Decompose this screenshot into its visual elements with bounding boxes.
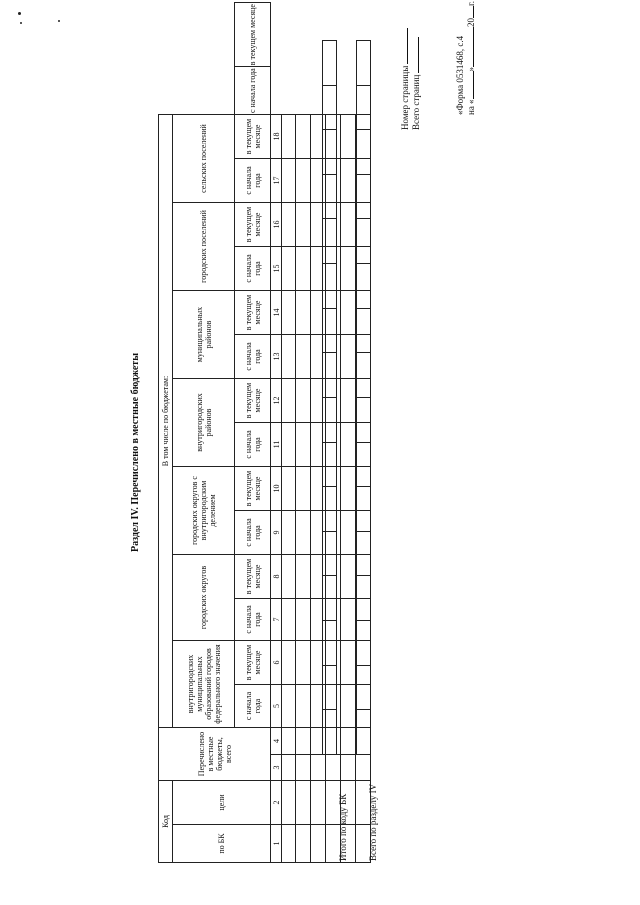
total-cell[interactable] — [357, 130, 371, 175]
v-tekushchem-header: в текущем месяце — [235, 115, 271, 159]
form-reference — [455, 1, 477, 115]
table-cell[interactable] — [282, 511, 296, 555]
total-cell[interactable] — [323, 710, 337, 755]
table-cell[interactable] — [282, 781, 296, 825]
table-cell[interactable] — [282, 159, 296, 203]
column-number: 1 — [271, 825, 282, 863]
table-cell[interactable] — [282, 641, 296, 685]
table-cell[interactable] — [341, 291, 356, 335]
table-cell[interactable] — [311, 755, 326, 781]
table-cell[interactable] — [341, 728, 356, 755]
v-tom-chisle-header: В том числе по бюджетам: — [159, 115, 173, 728]
s-nachala-header: с начала года — [235, 159, 271, 203]
column-number: 18 — [271, 115, 282, 159]
table-cell[interactable] — [282, 728, 296, 755]
column-number: 2 — [271, 781, 282, 825]
v-tekushchem-header: в текущем месяце — [235, 467, 271, 511]
column-number: 5 — [271, 685, 282, 728]
table-cell[interactable] — [296, 825, 311, 863]
table-cell[interactable] — [296, 599, 311, 641]
total-cell[interactable] — [357, 442, 371, 487]
column-number: 13 — [271, 335, 282, 379]
v-tekushchem-header: в текущем месяце — [235, 641, 271, 685]
total-cell[interactable] — [357, 85, 371, 130]
total-cell[interactable] — [357, 41, 371, 86]
s-nachala-header: с начала года — [235, 599, 271, 641]
column-number: 16 — [271, 203, 282, 247]
budget-table — [158, 2, 371, 863]
column-number: 6 — [271, 641, 282, 685]
total-cell[interactable] — [323, 219, 337, 264]
column-number: 9 — [271, 511, 282, 555]
table-cell[interactable] — [341, 685, 356, 728]
total-cell[interactable] — [323, 41, 337, 86]
column-number: 12 — [271, 379, 282, 423]
page-number-label: Номер страницы — [400, 28, 411, 130]
table-cell[interactable] — [311, 781, 326, 825]
group-header: городских поселений — [173, 203, 235, 291]
vsego-row — [356, 40, 371, 755]
table-cell[interactable] — [311, 825, 326, 863]
column-number: 15 — [271, 247, 282, 291]
total-cell[interactable] — [357, 174, 371, 219]
total-cell[interactable] — [323, 398, 337, 443]
table-row — [296, 3, 311, 863]
table-cell[interactable] — [296, 423, 311, 467]
table-cell[interactable] — [282, 423, 296, 467]
table-cell[interactable] — [296, 115, 311, 159]
total-cell[interactable] — [357, 398, 371, 443]
form-date-line: на «»20г. — [466, 1, 476, 115]
total-cell[interactable] — [323, 174, 337, 219]
v-tekushchem-header: в текущем месяце — [235, 3, 271, 67]
table-cell[interactable] — [296, 203, 311, 247]
group-header: сельских поселений — [173, 115, 235, 203]
s-nachala-header: с начала года — [235, 511, 271, 555]
total-cell[interactable] — [323, 85, 337, 130]
table-cell[interactable] — [282, 291, 296, 335]
table-cell[interactable] — [282, 825, 296, 863]
table-cell[interactable] — [341, 423, 356, 467]
total-cell[interactable] — [323, 264, 337, 309]
table-cell[interactable] — [341, 379, 356, 423]
table-cell[interactable] — [341, 555, 356, 599]
total-cell[interactable] — [357, 487, 371, 532]
total-cell[interactable] — [323, 442, 337, 487]
v-tekushchem-header: в текущем месяце — [235, 203, 271, 247]
table-cell[interactable] — [282, 755, 296, 781]
kod-celi-header: цели — [173, 781, 271, 825]
table-cell[interactable] — [341, 599, 356, 641]
vsego-label: Всего по разделу IV — [368, 783, 378, 861]
table-cell[interactable] — [296, 781, 311, 825]
table-cell[interactable] — [341, 641, 356, 685]
kod-header: Код — [159, 781, 173, 863]
table-cell[interactable] — [341, 247, 356, 291]
column-number: 4 — [271, 728, 282, 755]
group-header: внутригородских районов — [173, 379, 235, 467]
table-cell[interactable] — [282, 555, 296, 599]
table-cell[interactable] — [282, 115, 296, 159]
table-cell[interactable] — [282, 203, 296, 247]
total-cell[interactable] — [357, 219, 371, 264]
total-cell[interactable] — [323, 130, 337, 175]
s-nachala-header: с начала года — [235, 423, 271, 467]
v-tekushchem-header: в текущем месяце — [235, 291, 271, 335]
total-cell[interactable] — [323, 353, 337, 398]
total-cell[interactable] — [323, 487, 337, 532]
total-cell[interactable] — [357, 308, 371, 353]
s-nachala-header: с начала года — [235, 685, 271, 728]
column-number: 8 — [271, 555, 282, 599]
total-cell[interactable] — [323, 308, 337, 353]
table-cell[interactable] — [356, 755, 371, 781]
table-cell[interactable] — [296, 467, 311, 511]
section-title: Раздел IV. Перечислено в местные бюджеты — [130, 352, 141, 553]
column-number: 17 — [271, 159, 282, 203]
column-number: 10 — [271, 467, 282, 511]
total-cell[interactable] — [323, 531, 337, 576]
page-total-label: Всего страниц — [411, 28, 422, 130]
table-cell[interactable] — [341, 159, 356, 203]
total-cell[interactable] — [357, 353, 371, 398]
group-header: внутригородских муниципальных образований городов федерального значения — [173, 641, 235, 728]
s-nachala-header: с начала года — [235, 335, 271, 379]
table-cell[interactable] — [296, 159, 311, 203]
group-header: муниципальных районов — [173, 291, 235, 379]
s-nachala-header: с начала года — [235, 67, 271, 115]
table-cell[interactable] — [296, 511, 311, 555]
group-header: городских округов — [173, 555, 235, 641]
table-cell[interactable] — [296, 291, 311, 335]
table-cell[interactable] — [296, 685, 311, 728]
table-cell[interactable] — [282, 335, 296, 379]
total-cell[interactable] — [357, 621, 371, 666]
total-cell[interactable] — [323, 665, 337, 710]
column-number: 3 — [271, 755, 282, 781]
table-cell[interactable] — [296, 755, 311, 781]
table-cell[interactable] — [341, 755, 356, 781]
group-header: городских округов с внутригородским делением — [173, 467, 235, 555]
total-cell[interactable] — [323, 621, 337, 666]
perechisleno-header: Перечислено в местные бюджеты, всего — [159, 728, 271, 781]
table-cell[interactable] — [296, 247, 311, 291]
column-number: 11 — [271, 423, 282, 467]
v-tekushchem-header: в текущем месяце — [235, 555, 271, 599]
column-number: 14 — [271, 291, 282, 335]
itogo-row — [322, 40, 337, 755]
table-cell[interactable] — [341, 511, 356, 555]
table-cell[interactable] — [341, 335, 356, 379]
table-cell[interactable] — [296, 728, 311, 755]
page-info — [400, 28, 422, 130]
total-cell[interactable] — [323, 576, 337, 621]
table-cell[interactable] — [282, 599, 296, 641]
table-row — [282, 3, 296, 863]
table-cell[interactable] — [341, 115, 356, 159]
table-cell[interactable] — [341, 203, 356, 247]
v-tekushchem-header: в текущем месяце — [235, 379, 271, 423]
total-cell[interactable] — [357, 710, 371, 755]
table-cell[interactable] — [282, 467, 296, 511]
total-cell[interactable] — [357, 576, 371, 621]
table-cell[interactable] — [296, 555, 311, 599]
table-cell[interactable] — [341, 467, 356, 511]
table-cell[interactable] — [282, 685, 296, 728]
form-number: «Форма 0531468, с.4 — [455, 35, 465, 115]
table-cell[interactable] — [282, 247, 296, 291]
kod-bk-header: по БК — [173, 825, 271, 863]
column-number: 7 — [271, 599, 282, 641]
s-nachala-header: с начала года — [235, 247, 271, 291]
table-cell[interactable] — [296, 379, 311, 423]
table-cell[interactable] — [326, 755, 341, 781]
table-cell[interactable] — [282, 379, 296, 423]
table-cell[interactable] — [296, 641, 311, 685]
total-cell[interactable] — [357, 264, 371, 309]
table-row — [341, 3, 356, 863]
itogo-label: Итого по коду БК — [338, 793, 348, 861]
table-cell[interactable] — [296, 335, 311, 379]
total-cell[interactable] — [357, 531, 371, 576]
total-cell[interactable] — [357, 665, 371, 710]
